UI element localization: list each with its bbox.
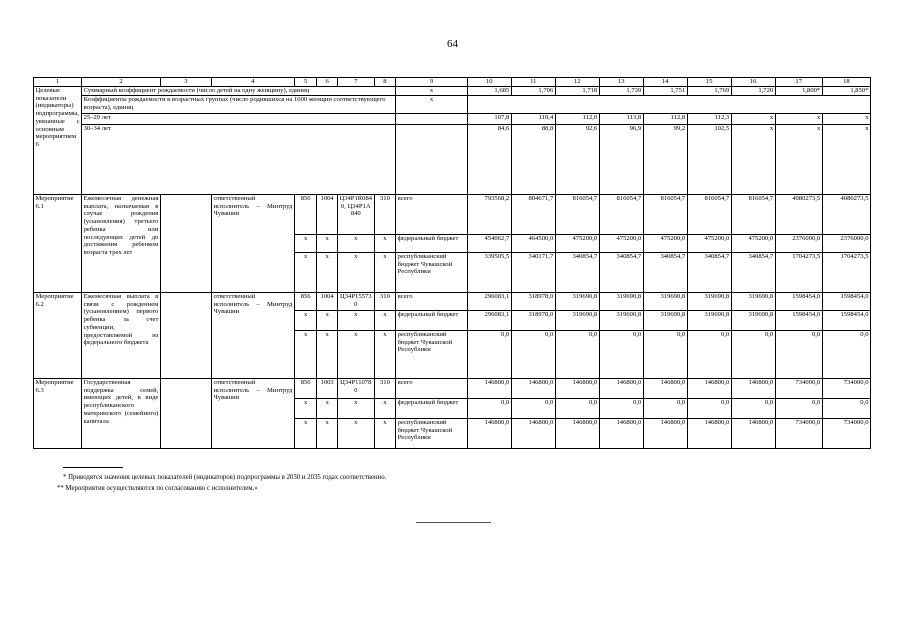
indicator-value: 1,720 (731, 87, 775, 96)
column-number: 18 (822, 78, 870, 87)
funding-value: 146800,0 (467, 419, 511, 449)
funding-value: 454062,7 (467, 235, 511, 253)
budget-code-type: х (374, 311, 395, 331)
indicator-value: 88,8 (511, 125, 555, 195)
event-name: Мероприятие 6.3 (34, 379, 82, 449)
column-number: 15 (687, 78, 731, 87)
budget-code-target: х (337, 399, 374, 419)
end-divider (416, 522, 491, 523)
funding-value: 475200,0 (731, 235, 775, 253)
funding-value: 0,0 (731, 399, 775, 419)
budget-code-grbs: х (294, 419, 317, 449)
indicator-value: 92,6 (555, 125, 599, 195)
budget-code-type: х (374, 331, 395, 379)
target-row (34, 96, 871, 114)
target-row (34, 125, 871, 195)
indicator-value: 107,8 (467, 114, 511, 125)
event-executor: ответственный исполнитель – Минтруд Чувашии (212, 379, 295, 449)
funding-value: 340854,7 (555, 253, 599, 293)
budget-code-type: 310 (374, 379, 395, 399)
budget-code-target: х (337, 311, 374, 331)
budget-code-grbs: х (294, 311, 317, 331)
indicator-name: 30–34 лет (82, 125, 396, 195)
budget-code-type: х (374, 399, 395, 419)
event-description: Государственная поддержка семей, имеющих детей, в виде республиканского материнского (семейного) капитала (82, 379, 161, 449)
funding-source: республиканский бюджет Чувашской Республики (396, 253, 468, 293)
funding-value: 0,0 (599, 399, 643, 419)
column-number: 12 (555, 78, 599, 87)
funding-source: федеральный бюджет (396, 399, 468, 419)
budget-code-grbs: х (294, 253, 317, 293)
column-number: 2 (82, 78, 161, 87)
funding-value: 146800,0 (643, 379, 687, 399)
funding-value: 1704273,5 (775, 253, 822, 293)
budget-code-grbs: 856 (294, 293, 317, 311)
funding-value: 146800,0 (599, 419, 643, 449)
funding-value: 816054,7 (687, 195, 731, 235)
footnote-divider (63, 467, 123, 468)
indicator-value: 1,800* (775, 87, 822, 96)
funding-value: 0,0 (555, 399, 599, 419)
empty-cell (160, 293, 211, 379)
indicator-value: 113,8 (599, 114, 643, 125)
funding-value: 2376000,0 (822, 235, 870, 253)
funding-value: 0,0 (731, 331, 775, 379)
event-row (34, 195, 871, 235)
funding-value: 1704273,5 (822, 253, 870, 293)
budget-code-section: х (317, 311, 337, 331)
funding-value: 1598454,0 (822, 293, 870, 311)
funding-value: 0,0 (687, 399, 731, 419)
funding-value: 0,0 (643, 331, 687, 379)
footnote-1: * Приводятся значения целевых показателей (индикаторов) подпрограммы в 2030 и 2035 годах соответственно. (63, 474, 387, 481)
budget-code-grbs: 856 (294, 195, 317, 235)
indicator-value: 99,2 (643, 125, 687, 195)
budget-code-target: х (337, 235, 374, 253)
indicator-value: 112,3 (687, 114, 731, 125)
budget-code-grbs: 856 (294, 379, 317, 399)
funding-source: всего (396, 195, 468, 235)
indicator-marker: х (396, 96, 468, 114)
funding-source: республиканский бюджет Чувашской Республики (396, 331, 468, 379)
column-number: 1 (34, 78, 82, 87)
target-row (34, 114, 871, 125)
event-name: Мероприятие 6.1 (34, 195, 82, 293)
column-number: 11 (511, 78, 555, 87)
funding-value: 0,0 (511, 399, 555, 419)
indicator-value: х (731, 125, 775, 195)
header-row (34, 78, 871, 87)
funding-value: 319690,8 (599, 293, 643, 311)
indicator-name: 25–29 лет (82, 114, 396, 125)
funding-value: 146800,0 (555, 419, 599, 449)
budget-code-type: 310 (374, 293, 395, 311)
indicator-value: 96,9 (599, 125, 643, 195)
indicator-value: 112,8 (643, 114, 687, 125)
indicator-name: Суммарный коэффициент рождаемости (число детей на одну женщину), единиц (82, 87, 396, 96)
funding-value: 4080273,5 (822, 195, 870, 235)
column-number: 17 (775, 78, 822, 87)
budget-code-section: х (317, 399, 337, 419)
funding-value: 475200,0 (643, 235, 687, 253)
funding-value: 340854,7 (643, 253, 687, 293)
page-number: 64 (447, 38, 458, 50)
indicator-value: 1,706 (511, 87, 555, 96)
funding-value: 734000,0 (822, 379, 870, 399)
column-number: 13 (599, 78, 643, 87)
funding-value: 734000,0 (775, 379, 822, 399)
funding-value: 0,0 (822, 399, 870, 419)
budget-code-target: х (337, 253, 374, 293)
indicator-value: 1,751 (643, 87, 687, 96)
budget-code-type: х (374, 253, 395, 293)
funding-value: 475200,0 (599, 235, 643, 253)
funding-value: 319690,8 (643, 311, 687, 331)
budget-code-grbs: х (294, 235, 317, 253)
budget-code-target: х (337, 419, 374, 449)
budget-code-grbs: х (294, 331, 317, 379)
budget-code-target: Ц34Р1R0840, Ц34Р1А840 (337, 195, 374, 235)
funding-value: 340171,7 (511, 253, 555, 293)
funding-source: республиканский бюджет Чувашской Республики (396, 419, 468, 449)
footnote-2: ** Мероприятия осуществляются по согласованию с исполнителем.» (57, 485, 258, 492)
funding-value: 464500,0 (511, 235, 555, 253)
funding-value: 319690,8 (731, 311, 775, 331)
funding-value: 0,0 (555, 331, 599, 379)
column-number: 16 (731, 78, 775, 87)
funding-value: 4080273,5 (775, 195, 822, 235)
funding-value: 146800,0 (555, 379, 599, 399)
funding-value: 146800,0 (511, 419, 555, 449)
column-number: 4 (212, 78, 295, 87)
budget-code-section: х (317, 235, 337, 253)
funding-value: 146800,0 (643, 419, 687, 449)
column-number: 3 (160, 78, 211, 87)
budget-code-section: х (317, 253, 337, 293)
indicator-name: Коэффициенты рождаемости в возрастных группах (число родившихся на 1000 женщин соответствующего возраста), единиц (82, 96, 396, 114)
budget-code-target: Ц34Р155730 (337, 293, 374, 311)
indicator-value: х (822, 125, 870, 195)
empty-cell (160, 195, 211, 293)
funding-value: 319690,8 (643, 293, 687, 311)
funding-source: всего (396, 379, 468, 399)
budget-code-target: х (337, 331, 374, 379)
budget-code-section: 1004 (317, 195, 337, 235)
event-row (34, 293, 871, 311)
funding-value: 319690,8 (687, 293, 731, 311)
empty-cell (396, 125, 468, 195)
funding-value: 146800,0 (467, 379, 511, 399)
funding-value: 0,0 (822, 331, 870, 379)
budget-code-target: Ц34Р110780 (337, 379, 374, 399)
funding-value: 146800,0 (687, 379, 731, 399)
indicator-value: 1,718 (555, 87, 599, 96)
column-number: 10 (467, 78, 511, 87)
column-number: 9 (396, 78, 468, 87)
indicator-value: х (731, 114, 775, 125)
indicator-value: х (775, 114, 822, 125)
indicator-value: 1,739 (599, 87, 643, 96)
empty-cell (467, 96, 870, 114)
funding-value: 0,0 (775, 399, 822, 419)
empty-cell (396, 114, 468, 125)
funding-value: 146800,0 (599, 379, 643, 399)
budget-code-section: х (317, 419, 337, 449)
funding-value: 804671,7 (511, 195, 555, 235)
column-number: 8 (374, 78, 395, 87)
event-executor: ответственный исполнитель – Минтруд Чувашии (212, 195, 295, 293)
budget-code-grbs: х (294, 399, 317, 419)
budget-code-section: 1004 (317, 293, 337, 311)
funding-value: 318978,0 (511, 293, 555, 311)
column-number: 5 (294, 78, 317, 87)
funding-value: 146800,0 (511, 379, 555, 399)
funding-value: 1598454,0 (775, 293, 822, 311)
indicator-value: х (775, 125, 822, 195)
funding-value: 146800,0 (731, 379, 775, 399)
funding-source: федеральный бюджет (396, 311, 468, 331)
event-description: Ежемесячная денежная выплата, назначаемая в случае рождения (усыновления) третьего ребенка или последующих детей до достижения ребенком возраста трех лет (82, 195, 161, 293)
funding-value: 816054,7 (643, 195, 687, 235)
funding-value: 475200,0 (555, 235, 599, 253)
funding-value: 0,0 (467, 331, 511, 379)
funding-value: 793568,2 (467, 195, 511, 235)
funding-value: 340854,7 (599, 253, 643, 293)
indicator-value: 84,6 (467, 125, 511, 195)
funding-value: 0,0 (775, 331, 822, 379)
indicator-value: 1,850* (822, 87, 870, 96)
program-table (33, 77, 871, 449)
funding-value: 318978,0 (511, 311, 555, 331)
target-row (34, 87, 871, 96)
budget-code-type: х (374, 419, 395, 449)
funding-value: 340854,7 (687, 253, 731, 293)
column-number: 6 (317, 78, 337, 87)
funding-value: 1598454,0 (822, 311, 870, 331)
funding-value: 0,0 (511, 331, 555, 379)
funding-value: 146800,0 (731, 419, 775, 449)
funding-value: 146800,0 (687, 419, 731, 449)
funding-value: 2376000,0 (775, 235, 822, 253)
budget-code-type: х (374, 235, 395, 253)
event-name: Мероприятие 6.2 (34, 293, 82, 379)
funding-value: 816054,7 (555, 195, 599, 235)
funding-value: 1598454,0 (775, 311, 822, 331)
funding-value: 319690,8 (555, 311, 599, 331)
event-executor: ответственный исполнитель – Минтруд Чувашии (212, 293, 295, 379)
funding-value: 319690,8 (687, 311, 731, 331)
funding-source: федеральный бюджет (396, 235, 468, 253)
column-number: 14 (643, 78, 687, 87)
funding-value: 816054,7 (731, 195, 775, 235)
funding-source: всего (396, 293, 468, 311)
indicator-value: х (822, 114, 870, 125)
indicator-value: 1,685 (467, 87, 511, 96)
indicator-marker: х (396, 87, 468, 96)
indicator-value: 110,4 (511, 114, 555, 125)
indicator-value: 1,769 (687, 87, 731, 96)
funding-value: 734000,0 (822, 419, 870, 449)
funding-value: 339505,5 (467, 253, 511, 293)
targets-label: Целевые показатели (индикаторы) подпрограммы, увязанные с основным мероприятием 6 (34, 87, 82, 195)
indicator-value: 112,0 (555, 114, 599, 125)
funding-value: 0,0 (467, 399, 511, 419)
funding-value: 296083,1 (467, 293, 511, 311)
budget-code-section: х (317, 331, 337, 379)
column-number: 7 (337, 78, 374, 87)
event-row (34, 379, 871, 399)
funding-value: 319690,8 (555, 293, 599, 311)
funding-value: 475200,0 (687, 235, 731, 253)
funding-value: 0,0 (643, 399, 687, 419)
empty-cell (160, 379, 211, 449)
budget-code-section: 1003 (317, 379, 337, 399)
funding-value: 0,0 (687, 331, 731, 379)
funding-value: 340854,7 (731, 253, 775, 293)
funding-value: 734000,0 (775, 419, 822, 449)
budget-code-type: 310 (374, 195, 395, 235)
funding-value: 816054,7 (599, 195, 643, 235)
event-description: Ежемесячная выплата в связи с рождением (усыновлением) первого ребенка за счет субвенции, предоставляемой из федерального бюджета (82, 293, 161, 379)
indicator-value: 102,5 (687, 125, 731, 195)
funding-value: 319690,8 (731, 293, 775, 311)
funding-value: 319690,8 (599, 311, 643, 331)
funding-value: 0,0 (599, 331, 643, 379)
funding-value: 296083,1 (467, 311, 511, 331)
